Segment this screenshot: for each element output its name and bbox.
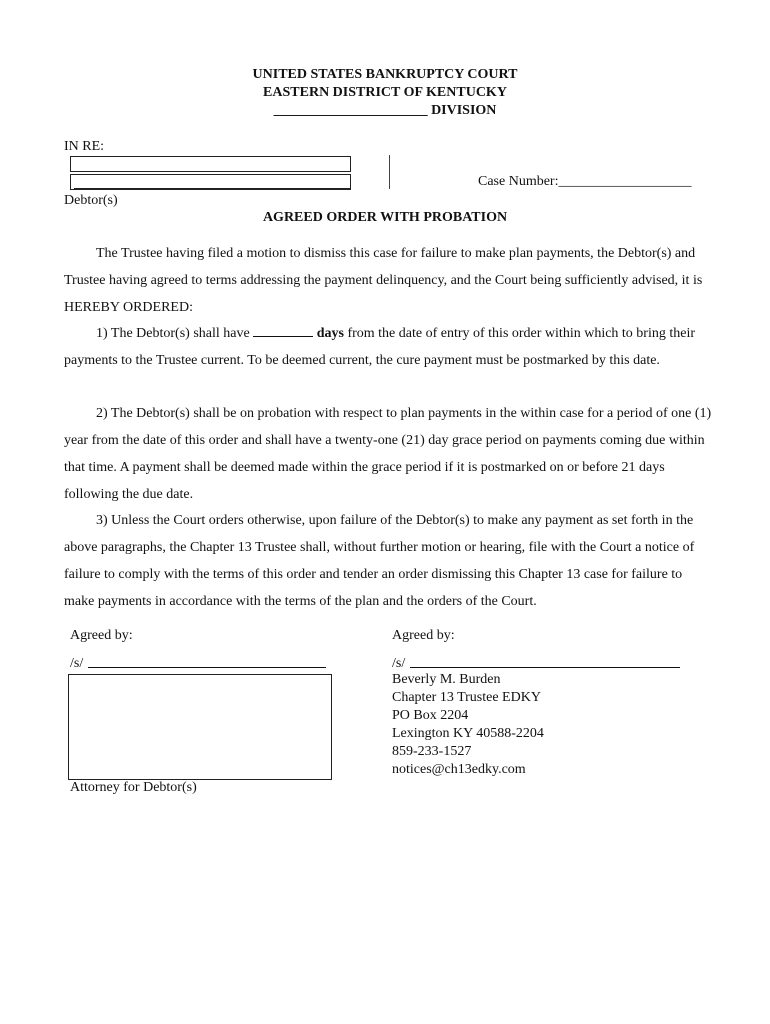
attorney-info-value [69, 675, 331, 681]
debtors-label: Debtor(s) [64, 193, 118, 208]
left-agreed-by: Agreed by: [70, 628, 133, 643]
paragraph-1-end: from the date of entry of this order within which to bring their payments to the Trustee current. To be deemed current, the cure payment must be postmarked by this date. [64, 326, 696, 368]
debtor-field-underline [74, 188, 350, 189]
paragraph-3-text: 3) Unless the Court orders otherwise, upon failure of the Debtor(s) to make any payment as set forth in the above paragraphs, the Chapter 13 Trustee shall, without further motion or hearing, file with the Court a notice of failure to comply with the terms of this order and tender an order dismissing this Chapter 13 case for failure to make payments in accordance with the terms of the plan and the orders of the Court. [64, 513, 695, 609]
right-sig-prefix: /s/ [392, 656, 406, 671]
debtor-name-field-1-value [71, 159, 74, 174]
division-line [0, 102, 770, 120]
trustee-title: Chapter 13 Trustee EDKY [392, 690, 541, 705]
division-label: DIVISION [431, 103, 497, 118]
left-signature-underline[interactable] [88, 667, 326, 668]
trustee-name: Beverly M. Burden [392, 672, 501, 687]
left-sig-prefix: /s/ [70, 656, 84, 671]
days-input[interactable] [253, 322, 313, 337]
trustee-info [392, 671, 544, 779]
court-name: UNITED STATES BANKRUPTCY COURT [252, 67, 518, 82]
debtor-name-field-2-value [71, 177, 74, 192]
in-re-label: IN RE: [64, 139, 105, 154]
case-number [478, 173, 691, 191]
trustee-phone: 859-233-1527 [392, 744, 472, 759]
paragraph-3 [64, 507, 714, 615]
case-number-label: Case Number: [478, 174, 559, 189]
intro-paragraph [64, 240, 714, 321]
district-name: EASTERN DISTRICT OF KENTUCKY [263, 85, 507, 100]
attorney-role-label: Attorney for Debtor(s) [70, 780, 197, 795]
document-title: AGREED ORDER WITH PROBATION [262, 210, 508, 225]
case-number-field[interactable]: ___________________ [558, 174, 692, 189]
paragraph-2 [64, 400, 714, 508]
paragraph-1 [64, 320, 714, 374]
right-signature-underline[interactable] [410, 667, 680, 668]
paragraph-2-text: 2) The Debtor(s) shall be on probation with respect to plan payments in the within case for a period of one (1) year from the date of this order and shall have a twenty-one (21) day grace period on payments coming due within that time. A payment shall be deemed made within the grace period if it is postmarked on or before 21 days following the due date. [64, 406, 712, 502]
caption-divider [389, 155, 390, 189]
left-signature-line [70, 655, 83, 673]
intro-text: The Trustee having filed a motion to dismiss this case for failure to make plan payments, the Debtor(s) and Trustee having agreed to terms addressing the payment delinquency, and the Court being sufficiently advised, it is HEREBY ORDERED: [64, 246, 703, 315]
division-blank: ______________________ [273, 103, 428, 118]
trustee-po-box: PO Box 2204 [392, 708, 469, 723]
days-label: days [316, 326, 344, 341]
trustee-email: notices@ch13edky.com [392, 762, 526, 777]
right-agreed-by: Agreed by: [392, 628, 455, 643]
attorney-info-field[interactable] [68, 674, 332, 780]
debtor-name-field-1[interactable] [70, 156, 351, 172]
trustee-city: Lexington KY 40588-2204 [392, 726, 544, 741]
paragraph-1-start: 1) The Debtor(s) shall have [96, 326, 250, 341]
